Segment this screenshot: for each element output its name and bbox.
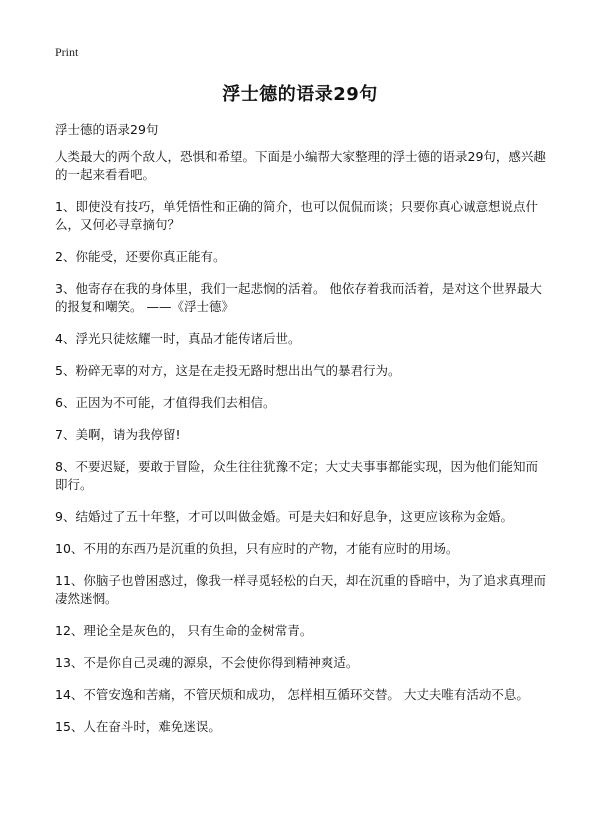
quote-2: 2、你能受，还要你真正能有。 (55, 249, 226, 264)
quote-15: 15、人在奋斗时，难免迷误。 (55, 719, 221, 734)
quote-8: 8、不要迟疑，要敢于冒险，众生往往犹豫不定；大丈夫事事都能实现，因为他们能知而即行。 (55, 459, 538, 492)
quote-5: 5、粉碎无辜的对方，这是在走投无路时想出出气的暴君行为。 (55, 363, 401, 378)
quote-12: 12、理论全是灰色的， 只有生命的金树常青。 (55, 623, 313, 638)
intro-paragraph: 人类最大的两个敌人，恐惧和希望。下面是小编帮大家整理的浮士德的语录29句，感兴趣的一起来看看吧。 (55, 149, 546, 182)
document-body (55, 148, 550, 750)
quote-7: 7、美啊，请为我停留! (55, 427, 181, 442)
quote-14: 14、不管安逸和苦痛，不管厌烦和成功， 怎样相互循环交替。 大丈夫唯有活动不息。 (55, 687, 529, 702)
quote-9: 9、结婚过了五十年整，才可以叫做金婚。可是夫妇和好息争，这更应该称为金婚。 (55, 509, 513, 524)
quote-4: 4、浮光只徒炫耀一时，真品才能传诸后世。 (55, 331, 301, 346)
page-title: 浮士德的语录29句 (222, 84, 378, 105)
quote-1: 1、即使没有技巧，单凭悟性和正确的简介，也可以侃侃而谈；只要你真心诚意想说点什么，又何必寻章摘句？ (55, 199, 538, 232)
quote-3: 3、他寄存在我的身体里，我们一起悲悯的活着。 他依存着我而活着，是对这个世界最大的报复和嘲笑。 ——《浮士德》 (55, 281, 542, 314)
quote-10: 10、不用的东西乃是沉重的负担，只有应时的产物，才能有应时的用场。 (55, 541, 459, 556)
quote-13: 13、不是你自己灵魂的源泉，不会使你得到精神爽适。 (55, 655, 359, 670)
quote-11: 11、你脑子也曾困惑过，像我一样寻觅轻松的白天，却在沉重的昏暗中，为了追求真理而凄然迷惘。 (55, 573, 546, 606)
page-subtitle: 浮士德的语录29句 (55, 122, 159, 137)
print-label: Print (55, 45, 79, 59)
quote-6: 6、正因为不可能，才值得我们去相信。 (55, 395, 276, 410)
